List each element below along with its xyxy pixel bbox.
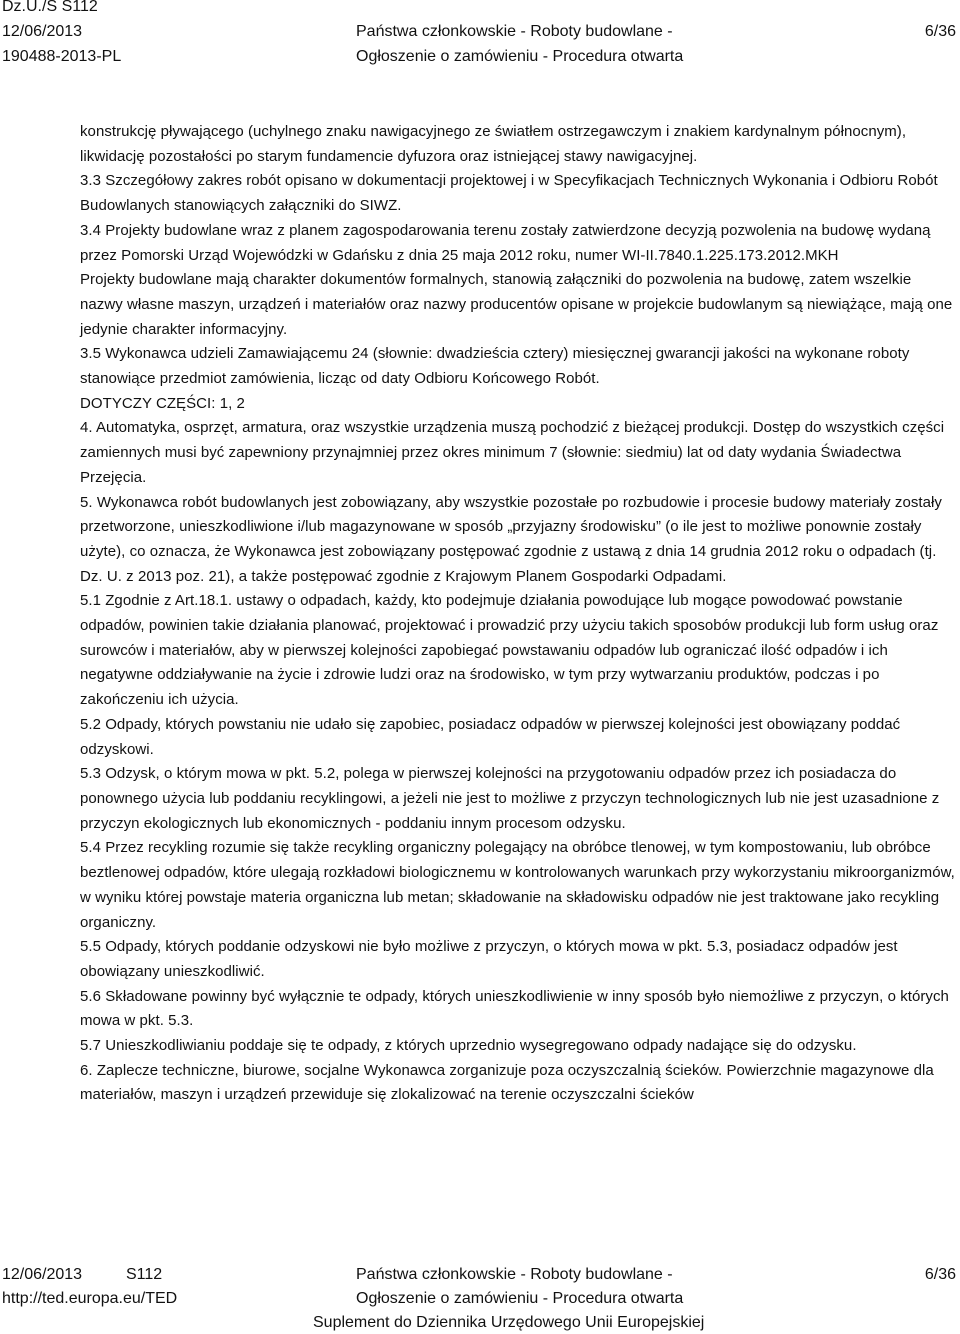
header-notice-id: 190488-2013-PL — [2, 48, 122, 65]
paragraph: 5. Wykonawca robót budowlanych jest zobowiązany, aby wszystkie pozostałe po rozbudowie i procesie budowy materiały zostały przetworzone, unieszkodliwione i/lub magazynowane w sposób „przyjazny środowisku” (o ile jest to możliwe ponownie zostały użyte), co oznacza, że Wykonawca jest zobowiązany postępować zgodnie z ustawą z dnia 14 grudnia 2012 roku o odpadach (tj. Dz. U. z 2013 poz. 21), a także postępować zgodnie z Krajowym Planem Gospodarki Odpadami. — [80, 493, 942, 585]
paragraph: 3.4 Projekty budowlane wraz z planem zagospodarowania terenu zostały zatwierdzone decyzją pozwolenia na budowę wydaną przez Pomorski Urząd Wojewódzki w Gdańsku z dnia 25 maja 2012 roku, numer WI-II.7840.1.225.173.2012.MKH — [80, 221, 931, 264]
header-title-line1: Państwa członkowskie - Roboty budowlane - — [356, 23, 673, 40]
footer-title-line2: Ogłoszenie o zamówieniu - Procedura otwarta — [356, 1290, 684, 1307]
paragraph: 5.3 Odzysk, o którym mowa w pkt. 5.2, polega w pierwszej kolejności na przygotowaniu odpadów przez ich posiadacza do ponownego użycia lub poddaniu recyklingowi, a jeżeli nie jest to możliwe z przyczyn technologicznych lub nie jest uzasadnione z przyczyn ekologicznych lub ekonomicznych - poddaniu innym procesom odzysku. — [80, 765, 940, 832]
paragraph: 4. Automatyka, osprzęt, armatura, oraz wszystkie urządzenia muszą pochodzić z bieżącej produkcji. Dostęp do wszystkich części zamiennych musi być zapewniony przynajmniej przez okres minimum 7 (słownie: siedmiu) lat od daty wydania Świadectwa Przejęcia. — [80, 419, 945, 486]
header-doc-ref: Dz.U./S S112 — [2, 0, 98, 15]
paragraph: likwidację pozostałości po starym fundamencie dyfuzora oraz istniejącej stawy nawigacyjnej. — [80, 147, 698, 165]
paragraph: 5.7 Unieszkodliwianiu poddaje się te odpady, z których uprzednio wysegregowano odpady nadające się do odzysku. — [80, 1037, 857, 1055]
document-body — [80, 120, 955, 1108]
footer-title-line1: Państwa członkowskie - Roboty budowlane - — [356, 1266, 673, 1283]
paragraph: 6. Zaplecze techniczne, biurowe, socjalne Wykonawca zorganizuje poza oczyszczalnią ścieków. Powierzchnie magazynowe dla materiałów, maszyn i urządzeń przewiduje się zlokalizować na terenie oczyszczalni ścieków — [80, 1061, 934, 1104]
footer-series: S112 — [126, 1266, 163, 1283]
paragraph: 5.6 Składowane powinny być wyłącznie te odpady, których unieszkodliwienie w inny sposób było niemożliwe z przyczyn, o których mowa w pkt. 5.3. — [80, 987, 949, 1030]
footer-page-number: 6/36 — [924, 1266, 956, 1283]
paragraph: 5.5 Odpady, których poddanie odzyskowi nie było możliwe z przyczyn, o których mowa w pkt. 5.3, posiadacz odpadów jest obowiązany unieszkodliwić. — [80, 938, 898, 980]
header-date: 12/06/2013 — [2, 23, 83, 40]
paragraph: 5.4 Przez recykling rozumie się także recykling organiczny polegający na obróbce tlenowej, w tym kompostowaniu, lub obróbce beztlenowej odpadów, które ulegają rozkładowi biologicznemu w kontrolowanych warunkach przy wykorzystaniu mikroorganizmów, w wyniku której powstaje materia organiczna lub metan; składowanie na składowisku odpadów nie jest traktowane jako recykling organiczny. — [80, 839, 955, 931]
header-title-line2: Ogłoszenie o zamówieniu - Procedura otwarta — [356, 48, 684, 65]
paragraph: 5.1 Zgodnie z Art.18.1. ustawy o odpadach, każdy, kto podejmuje działania powodujące lub mogące powodować powstanie odpadów, powinien takie działania planować, projektować i prowadzić przy użyciu takich sposobów produkcji lub form usług oraz surowców i materiałów, aby w pierwszej kolejności zapobiegać powstawaniu odpadów lub ograniczać ilość odpadów i ich negatywne oddziaływanie na życie i zdrowie ludzi oraz na środowisko, w tym przy wytwarzaniu produktów, podczas i po zakończeniu ich użycia. — [80, 592, 939, 709]
paragraph: DOTYCZY CZĘŚCI: 1, 2 — [80, 394, 245, 412]
footer-url-link[interactable]: http://ted.europa.eu/TED — [2, 1290, 178, 1307]
paragraph: konstrukcję pływającego (uchylnego znaku nawigacyjnego ze światłem ostrzegawczym i znakiem kardynalnym północnym), — [80, 123, 907, 140]
footer-title-line3: Suplement do Dziennika Urzędowego Unii Europejskiej — [313, 1314, 705, 1331]
paragraph: 5.2 Odpady, których powstaniu nie udało się zapobiec, posiadacz odpadów w pierwszej kolejności jest obowiązany poddać odzyskowi. — [80, 715, 901, 758]
paragraph: 3.3 Szczegółowy zakres robót opisano w dokumentacji projektowej i w Specyfikacjach Technicznych Wykonania i Odbioru Robót Budowlanych stanowiących załączniki do SIWZ. — [80, 172, 938, 215]
footer-date: 12/06/2013 — [2, 1266, 83, 1283]
paragraph: Projekty budowlane mają charakter dokumentów formalnych, stanowią załączniki do pozwolenia na budowę, zatem wszelkie nazwy własne maszyn, urządzeń i materiałów oraz nazwy producentów opisane w projekcie budowlanym są niewiążące, mają one jedynie charakter informacyjny. — [80, 271, 953, 338]
paragraph: 3.5 Wykonawca udzieli Zamawiającemu 24 (słownie: dwadzieścia cztery) miesięcznej gwarancji jakości na wykonane roboty stanowiące przedmiot zamówienia, licząc od daty Odbioru Końcowego Robót. — [80, 345, 910, 388]
header-page-number: 6/36 — [924, 23, 956, 40]
